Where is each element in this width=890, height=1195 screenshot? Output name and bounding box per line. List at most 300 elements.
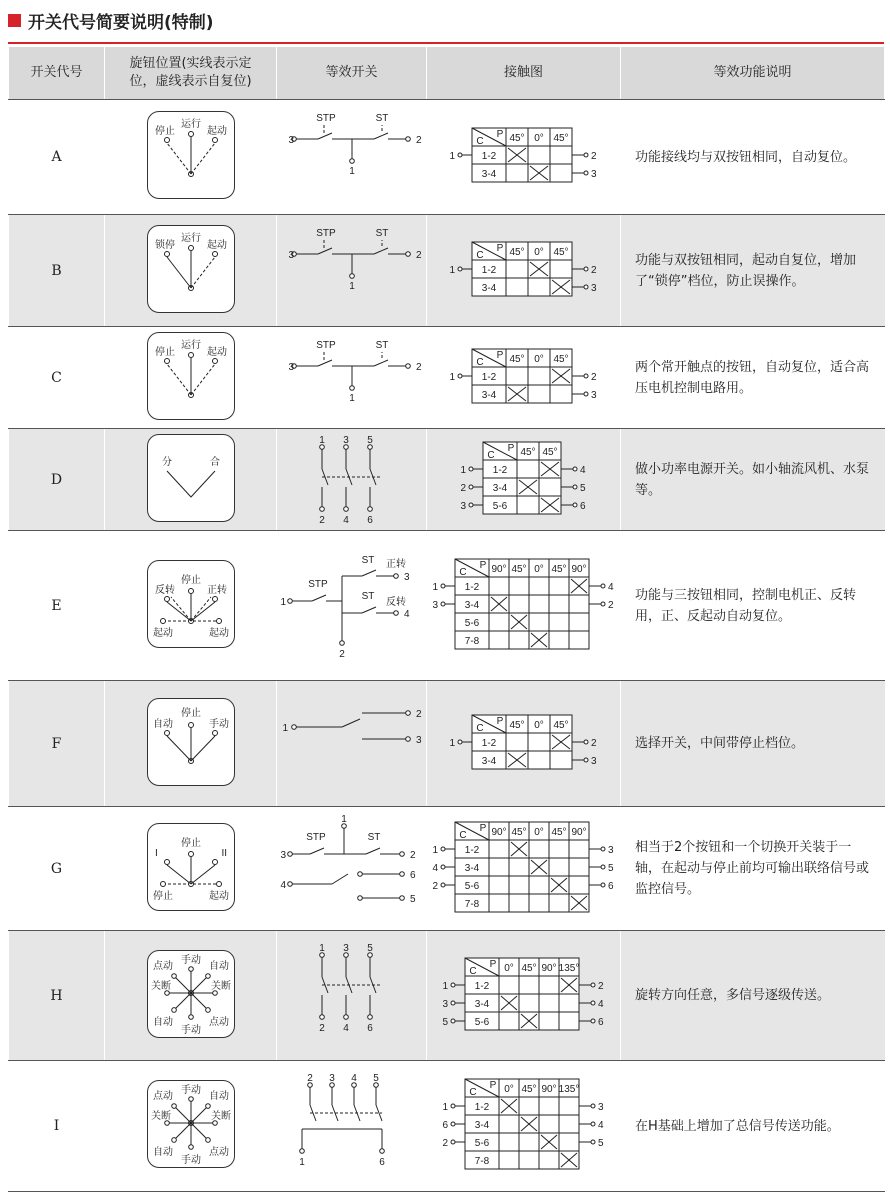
knob-label: 自动	[152, 1016, 173, 1028]
contact-cell	[427, 931, 621, 1061]
switch-code: E	[9, 531, 105, 681]
contact-label: 45°	[552, 353, 569, 365]
contact-label: 90°	[540, 962, 557, 974]
knob-label: II	[220, 847, 227, 859]
contact-label: 6	[608, 880, 614, 892]
knob-label: 停止	[154, 126, 175, 137]
knob-diagram-svg	[149, 699, 233, 783]
contact-label: 1	[459, 464, 466, 476]
knob-icon	[147, 434, 235, 522]
switch-cell	[277, 807, 427, 931]
header-desc: 等效功能说明	[621, 47, 885, 100]
switch-label: ST	[375, 112, 388, 124]
switch-label: 6	[366, 514, 373, 526]
switch-cell	[277, 1061, 427, 1192]
contact-chart-svg	[444, 347, 604, 409]
contact-cell	[427, 215, 621, 327]
table-row	[9, 215, 885, 327]
knob-cell	[105, 1061, 277, 1192]
switch-cell	[277, 681, 427, 807]
switch-cell	[277, 215, 427, 327]
switch-label: 3	[287, 361, 294, 373]
contact-label: C	[475, 249, 484, 261]
switch-label: ST	[361, 590, 374, 602]
knob-cell	[105, 215, 277, 327]
contact-label: 2	[441, 1138, 448, 1149]
contact-chart-svg	[455, 440, 593, 520]
equivalent-switch-svg	[282, 433, 422, 527]
contact-label: 6	[579, 500, 586, 512]
switch-label: 5	[366, 434, 373, 446]
knob-label: 运行	[180, 232, 201, 244]
contact-label: 1-2	[464, 581, 480, 593]
contact-label: 2	[608, 599, 614, 611]
contact-label: 5-6	[474, 1138, 489, 1149]
table-row	[9, 931, 885, 1061]
contact-label: 0°	[534, 826, 544, 838]
switch-label: 2	[318, 514, 325, 526]
table-row	[9, 100, 885, 215]
contact-label: 7-8	[464, 635, 480, 647]
header-contact: 接触图	[427, 47, 621, 100]
function-description: 旋转方向任意，多信号逐级传送。	[621, 931, 885, 1061]
switch-label: 2	[415, 249, 422, 261]
contact-label: 45°	[552, 719, 569, 731]
contact-label: 2	[590, 264, 597, 276]
function-description: 功能与三按钮相同，控制电机正、反转用，正、反起动自动复位。	[621, 531, 885, 681]
switch-label: 2	[409, 849, 416, 861]
knob-icon	[147, 950, 235, 1038]
knob-label: 关断	[150, 1111, 171, 1122]
contact-label: 1-2	[474, 1102, 489, 1113]
contact-label: 2	[432, 880, 438, 892]
switch-label: 3	[342, 942, 349, 954]
contact-label: 45°	[508, 246, 525, 258]
knob-cell	[105, 931, 277, 1061]
switch-label: 1	[348, 165, 355, 177]
switch-label: 2	[338, 648, 345, 660]
contact-label: 5-6	[492, 500, 507, 512]
table-row	[9, 807, 885, 931]
switch-label: 2	[306, 1073, 313, 1084]
switch-label: 2	[415, 361, 422, 373]
title-square-icon	[8, 14, 21, 27]
knob-label: 手动	[180, 1024, 201, 1036]
contact-label: 5	[608, 862, 614, 874]
contact-label: 3-4	[481, 169, 496, 180]
contact-label: 1	[432, 581, 438, 593]
switch-label: 1	[340, 813, 347, 825]
knob-icon	[147, 111, 235, 199]
knob-icon	[147, 560, 235, 648]
knob-label: 起动	[206, 239, 227, 251]
contact-label: 1-2	[481, 371, 496, 383]
knob-diagram-svg	[149, 435, 233, 519]
switch-code: B	[9, 215, 105, 327]
knob-label: 关断	[210, 1111, 231, 1122]
contact-label: 7-8	[464, 898, 480, 910]
contact-label: P	[496, 242, 503, 254]
title-rule	[8, 42, 884, 44]
contact-label: 7-8	[474, 1156, 489, 1167]
function-description: 两个常开触点的按钮，自动复位，适合高压电机控制电路用。	[621, 327, 885, 429]
switch-label: 正转	[385, 558, 406, 570]
contact-cell	[427, 681, 621, 807]
switch-label: STP	[305, 831, 326, 843]
knob-icon	[147, 332, 235, 420]
contact-cell	[427, 531, 621, 681]
contact-label: 4	[608, 581, 614, 593]
knob-label: 停止	[180, 707, 201, 719]
switch-label: STP	[315, 112, 336, 124]
equivalent-switch-svg	[282, 689, 422, 799]
knob-cell	[105, 807, 277, 931]
contact-cell	[427, 807, 621, 931]
switch-code: I	[9, 1061, 105, 1192]
contact-label: 4	[579, 464, 586, 476]
function-description: 在H基础上增加了总信号传送功能。	[621, 1061, 885, 1192]
knob-label: 锁停	[154, 239, 175, 251]
contact-label: 1-2	[492, 464, 507, 476]
knob-label: 起动	[206, 126, 227, 137]
contact-label: 90°	[491, 826, 507, 838]
knob-cell	[105, 429, 277, 531]
knob-cell	[105, 681, 277, 807]
contact-label: 90°	[571, 563, 587, 575]
knob-cell	[105, 531, 277, 681]
contact-label: 45°	[551, 826, 567, 838]
contact-label: 0°	[533, 719, 544, 731]
table-row	[9, 531, 885, 681]
knob-label: 自动	[152, 718, 173, 730]
contact-cell	[427, 327, 621, 429]
contact-label: 3	[459, 500, 466, 512]
contact-label: 0°	[533, 353, 544, 365]
knob-label: 停止	[152, 890, 173, 902]
title-text: 开关代号简要说明(特制)	[28, 12, 214, 33]
knob-label: 运行	[180, 339, 201, 351]
switch-code: F	[9, 681, 105, 807]
contact-label: 6	[597, 1016, 604, 1028]
contact-label: 45°	[551, 563, 567, 575]
switch-code: H	[9, 931, 105, 1061]
contact-label: 90°	[571, 826, 587, 838]
contact-label: 45°	[519, 446, 536, 458]
knob-label: 关断	[210, 980, 231, 992]
contact-label: 3-4	[481, 755, 496, 767]
contact-label: P	[507, 442, 514, 454]
knob-label: 起动	[208, 890, 229, 902]
contact-label: 1	[441, 1102, 448, 1113]
switch-label: ST	[367, 831, 380, 843]
header-code: 开关代号	[9, 47, 105, 100]
knob-label: 自动	[152, 1147, 173, 1158]
knob-cell	[105, 100, 277, 215]
contact-label: 3-4	[474, 1120, 489, 1131]
switch-cell	[277, 429, 427, 531]
switch-cell	[277, 531, 427, 681]
contact-label: 4	[432, 862, 438, 874]
knob-label: 反转	[154, 584, 175, 596]
knob-label: 点动	[208, 1147, 229, 1158]
contact-label: 2	[590, 737, 597, 749]
contact-label: C	[468, 1087, 477, 1098]
switch-label: STP	[315, 227, 336, 239]
knob-diagram-svg	[149, 561, 233, 645]
knob-label: 手动	[180, 1155, 201, 1166]
knob-label: 手动	[180, 1085, 201, 1096]
switch-label: 3	[279, 849, 286, 861]
knob-label: 停止	[180, 837, 201, 849]
function-description: 相当于2个按钮和一个切换开关装于一轴，在起动与停止前均可输出联络信号或监控信号。	[621, 807, 885, 931]
contact-label: 45°	[520, 962, 537, 974]
function-description: 做小功率电源开关。如小轴流风机、水泵等。	[621, 429, 885, 531]
switch-cell	[277, 931, 427, 1061]
contact-chart-svg	[444, 240, 604, 302]
header-switch: 等效开关	[277, 47, 427, 100]
contact-cell	[427, 100, 621, 215]
contact-label: 45°	[508, 719, 525, 731]
contact-label: 90°	[540, 1084, 557, 1095]
contact-label: C	[459, 829, 467, 841]
table-row	[9, 327, 885, 429]
switch-label: 5	[366, 942, 373, 954]
contact-label: 4	[597, 998, 604, 1010]
page-title	[8, 6, 214, 34]
contact-label: 3-4	[474, 998, 489, 1010]
knob-diagram-svg	[149, 1081, 233, 1165]
switch-label: 1	[281, 722, 288, 734]
knob-icon	[147, 1080, 235, 1168]
switch-code-table	[8, 46, 885, 1192]
switch-label: 1	[279, 596, 286, 608]
contact-label: C	[468, 965, 477, 977]
contact-label: 5	[597, 1138, 604, 1149]
knob-label: 点动	[208, 1016, 229, 1028]
contact-label: 1-2	[481, 737, 496, 749]
knob-diagram-svg	[149, 112, 233, 196]
knob-icon	[147, 823, 235, 911]
contact-label: 1-2	[481, 151, 496, 162]
switch-label: 1	[318, 434, 325, 446]
contact-label: 0°	[533, 133, 544, 144]
switch-label: 3	[287, 134, 294, 146]
contact-label: P	[479, 559, 487, 571]
contact-label: 1	[448, 264, 455, 276]
equivalent-switch-svg	[282, 219, 422, 323]
switch-label: 1	[348, 280, 355, 292]
equivalent-switch-svg	[282, 104, 422, 211]
function-description: 功能与双按钮相同，起动自复位，增加了“锁停”档位，防止误操作。	[621, 215, 885, 327]
contact-label: P	[496, 349, 503, 361]
equivalent-switch-svg	[279, 813, 422, 924]
switch-label: STP	[307, 578, 328, 590]
contact-label: 45°	[552, 133, 569, 144]
equivalent-switch-svg	[279, 551, 422, 661]
switch-code: G	[9, 807, 105, 931]
table-row	[9, 1061, 885, 1192]
knob-label: 分	[161, 456, 172, 468]
contact-label: 5-6	[474, 1016, 489, 1028]
switch-cell	[277, 327, 427, 429]
knob-diagram-svg	[149, 951, 233, 1035]
contact-label: 3	[590, 169, 597, 180]
contact-label: 1-2	[474, 980, 489, 992]
knob-label: 起动	[206, 346, 227, 358]
contact-label: 1-2	[464, 844, 480, 856]
knob-label: 停止	[154, 346, 175, 358]
contact-chart-svg	[427, 557, 621, 655]
contact-label: 45°	[511, 826, 527, 838]
contact-label: 0°	[533, 246, 544, 258]
contact-chart-svg	[437, 956, 611, 1036]
switch-label: 4	[350, 1073, 357, 1084]
switch-label: 2	[318, 1022, 325, 1034]
contact-label: 3-4	[464, 862, 480, 874]
contact-label: 5	[441, 1016, 448, 1028]
contact-label: 6	[441, 1120, 448, 1131]
knob-label: 关断	[150, 980, 171, 992]
header-knob	[105, 47, 277, 100]
contact-label: 3	[590, 389, 597, 401]
contact-label: 135°	[558, 962, 579, 974]
contact-label: 1	[448, 371, 455, 383]
knob-icon	[147, 698, 235, 786]
contact-label: 45°	[520, 1084, 537, 1095]
knob-label: 自动	[208, 1091, 229, 1102]
contact-label: 3	[432, 599, 438, 611]
contact-label: 3-4	[481, 282, 496, 294]
contact-label: 45°	[541, 446, 558, 458]
contact-label: 3-4	[481, 389, 496, 401]
contact-label: 45°	[508, 133, 525, 144]
knob-label: 起动	[152, 627, 173, 639]
header-knob-line1: 旋钮位置(实线表示定	[129, 56, 252, 71]
knob-label: 停止	[180, 574, 201, 586]
contact-chart-svg	[444, 713, 604, 775]
switch-code: D	[9, 429, 105, 531]
contact-label: C	[475, 722, 484, 734]
contact-label: 1	[441, 980, 448, 992]
contact-label: 1-2	[481, 264, 496, 276]
contact-chart-svg	[437, 1077, 611, 1175]
function-description: 选择开关，中间带停止档位。	[621, 681, 885, 807]
contact-chart-svg	[444, 126, 604, 188]
switch-label: 3	[342, 434, 349, 446]
contact-label: 3	[608, 844, 614, 856]
switch-label: 反转	[385, 596, 406, 608]
switch-label: 6	[366, 1022, 373, 1034]
switch-label: 5	[409, 893, 416, 905]
switch-label: 1	[298, 1157, 305, 1168]
contact-label: C	[475, 356, 484, 368]
knob-label: 手动	[180, 954, 201, 966]
contact-label: 45°	[508, 353, 525, 365]
contact-label: P	[496, 129, 503, 140]
switch-label: ST	[375, 227, 388, 239]
contact-label: 4	[597, 1120, 604, 1131]
contact-label: P	[479, 822, 487, 834]
knob-label: 正转	[206, 584, 227, 596]
knob-diagram-svg	[149, 226, 233, 310]
knob-cell	[105, 327, 277, 429]
contact-label: 3-4	[492, 482, 507, 494]
switch-cell	[277, 100, 427, 215]
table-header-row	[9, 47, 885, 100]
knob-icon	[147, 225, 235, 313]
contact-label: 2	[597, 980, 604, 992]
switch-label: 3	[415, 734, 422, 746]
contact-label: P	[489, 1080, 496, 1091]
contact-label: 1	[432, 844, 438, 856]
switch-label: 5	[372, 1073, 379, 1084]
switch-label: 4	[403, 608, 410, 620]
contact-label: P	[496, 715, 503, 727]
knob-label: 运行	[180, 119, 201, 130]
switch-label: STP	[315, 339, 336, 351]
table-row	[9, 681, 885, 807]
contact-label: C	[475, 136, 484, 147]
knob-diagram-svg	[149, 333, 233, 417]
equivalent-switch-svg	[282, 1071, 422, 1181]
switch-label: 4	[342, 1022, 349, 1034]
contact-label: 5-6	[464, 617, 480, 629]
switch-label: 3	[403, 571, 410, 583]
switch-label: 1	[318, 942, 325, 954]
contact-label: 135°	[558, 1084, 579, 1095]
contact-label: 5	[579, 482, 586, 494]
contact-label: 3	[597, 1102, 604, 1113]
contact-label: 0°	[534, 563, 544, 575]
knob-label: 手动	[208, 718, 229, 730]
contact-cell	[427, 1061, 621, 1192]
switch-label: 6	[378, 1157, 385, 1168]
switch-label: 4	[342, 514, 349, 526]
contact-label: 90°	[491, 563, 507, 575]
contact-label: 2	[459, 482, 466, 494]
knob-label: 自动	[208, 960, 229, 972]
contact-label: 2	[590, 151, 597, 162]
switch-label: 3	[328, 1073, 335, 1084]
contact-label: 3	[590, 755, 597, 767]
contact-label: 3	[590, 282, 597, 294]
contact-label: 0°	[503, 1084, 514, 1095]
knob-label: 合	[209, 456, 220, 468]
switch-label: ST	[375, 339, 388, 351]
switch-label: 1	[348, 392, 355, 404]
knob-label: 点动	[152, 960, 173, 972]
header-knob-line2: 位，虚线表示自复位)	[129, 74, 252, 89]
switch-label: 2	[415, 708, 422, 720]
knob-diagram-svg	[149, 824, 233, 908]
contact-label: 3	[441, 998, 448, 1010]
contact-label: 3-4	[464, 599, 480, 611]
knob-label: 起动	[208, 627, 229, 639]
switch-code: C	[9, 327, 105, 429]
equivalent-switch-svg	[282, 941, 422, 1051]
knob-label: 点动	[152, 1091, 173, 1102]
contact-label: P	[489, 958, 496, 970]
contact-label: 1	[448, 151, 455, 162]
contact-chart-svg	[427, 820, 621, 918]
knob-label: I	[154, 847, 158, 859]
contact-label: 0°	[503, 962, 514, 974]
function-description: 功能接线均与双按钮相同，自动复位。	[621, 100, 885, 215]
contact-label: 45°	[511, 563, 527, 575]
contact-label: C	[486, 449, 495, 461]
equivalent-switch-svg	[282, 331, 422, 425]
switch-label: 3	[287, 249, 294, 261]
